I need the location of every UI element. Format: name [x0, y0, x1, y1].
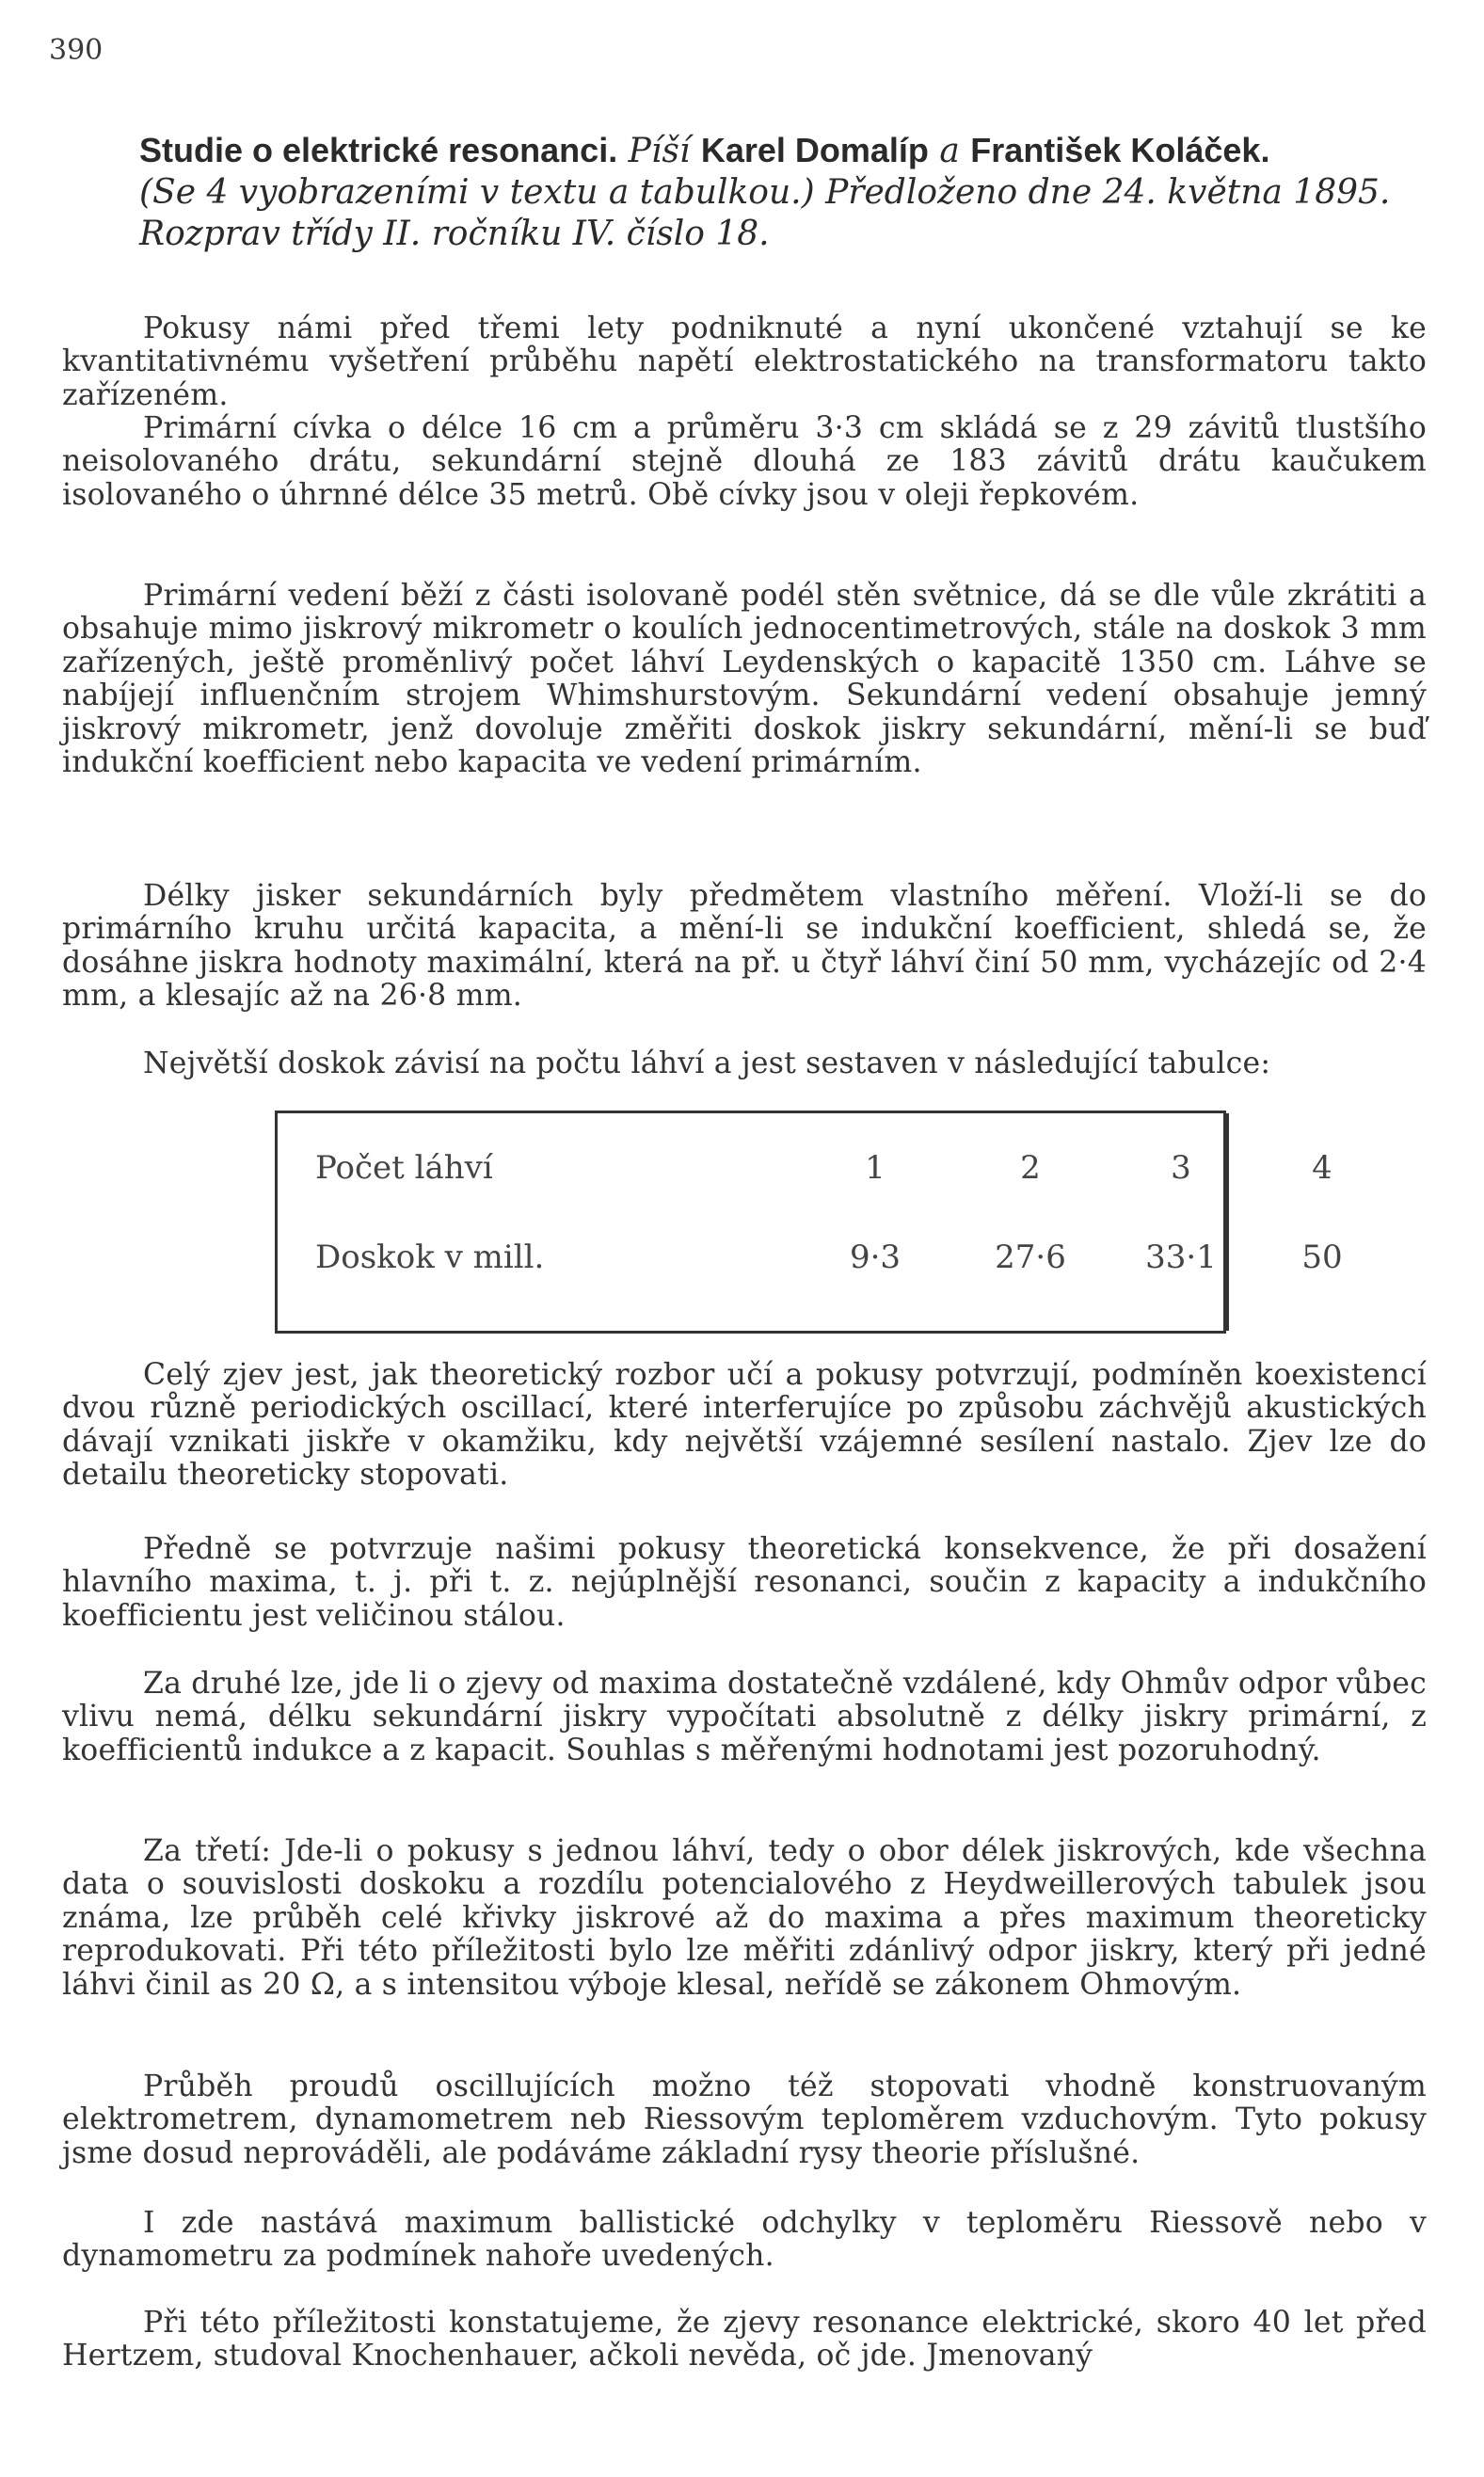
table-cell: 9·3 — [849, 1238, 902, 1276]
data-table — [275, 1111, 1343, 1334]
paragraph-11: I zde nastává maximum ballistické odchylky v teploměru Riessově nebo v dynamometru za podmínek nahoře uvedených. — [62, 2205, 1427, 2273]
title-source: Rozprav třídy II. ročníku IV. číslo 18. — [139, 215, 770, 253]
table-cell: 3 — [1171, 1149, 1191, 1187]
paragraph-10: Průběh proudů oscillujících možno též stopovati vhodně konstruovaným elektrometrem, dynamometrem neb Riessovým teploměrem vzduchovým. Tyto pokusy jsme dosud neprováděli, ale podáváme základní rysy theorie příslušné. — [62, 2069, 1427, 2170]
paragraph-2: Primární cívka o délce 16 cm a průměru 3·3 cm skládá se z 29 závitů tlustšího neisolovaného drátu, sekundární stejně dlouhá ze 183 závitů drátu kaučukem isolovaného o úhrnné délce 35 metrů. Obě cívky jsou v oleji řepkovém. — [62, 410, 1427, 512]
paragraph-4: Délky jisker sekundárních byly předmětem vlastního měření. Vloží-li se do primárního kruhu určitá kapacita, a mění-li se indukční koefficient, shledá se, že dosáhne jiskra hodnoty maximální, která na př. u čtyř láhví činí 50 mm, vycházejíc od 2·4 mm, a klesajíc až na 26·8 mm. — [62, 878, 1427, 1013]
row-label-count: Počet láhví — [315, 1149, 493, 1187]
author-1: Karel Domalíp — [700, 131, 929, 169]
paragraph-6: Celý zjev jest, jak theoretický rozbor učí a pokusy potvrzují, podmíněn koexistencí dvou různě periodických oscillací, které interferujíce po způsobu záchvějů akustických dávají vznikati jiskře v okamžiku, kdy největší vzájemné sesílení nastalo. Zjev lze do detailu theoreticky stopovati. — [62, 1357, 1427, 1492]
table-cell: 4 — [1312, 1149, 1332, 1187]
article-title: Studie o elektrické resonanci. — [139, 131, 618, 169]
table-cell: 27·6 — [995, 1238, 1066, 1276]
row-label-spark: Doskok v mill. — [315, 1238, 545, 1276]
title-conjunction: a — [939, 132, 960, 170]
table-cell: 50 — [1301, 1238, 1343, 1276]
paragraph-12: Při této příležitosti konstatujeme, že zjevy resonance elektrické, skoro 40 let před Hertzem, studoval Knochenhauer, ačkoli nevěda, oč jde. Jmenovaný — [62, 2305, 1427, 2373]
title-pisi: Píší — [628, 132, 691, 170]
paragraph-9: Za třetí: Jde-li o pokusy s jednou láhví, tedy o obor délek jiskrových, kde všechna data o souvislosti doskoku a rozdílu potencialového z Heydweillerových tabulek jsou známa, lze průběh celé křivky jiskrové až do maxima a přes maximum theoreticky reprodukovati. Při této příležitosti bylo lze měřiti zdánlivý odpor jiskry, který při jedné láhvi činil as 20 Ω, a s intensitou výboje klesal, neřídě se zákonem Ohmovým. — [62, 1833, 1427, 2002]
paragraph-3: Primární vedení běží z části isolovaně podél stěn světnice, dá se dle vůle zkrátiti a obsahuje mimo jiskrový mikrometr o koulích jednocentimetrových, stále na doskok 3 mm zařízených, ještě proměnlivý počet láhví Leydenských o kapacitě 1350 cm. Láhve se nabíjejí influenčním strojem Whimshurstovým. Sekundární vedení obsahuje jemný jiskrový mikrometr, jenž dovoluje změřiti doskok jiskry sekundární, mění-li se buď indukční koefficient nebo kapacita ve vedení primárním. — [62, 578, 1427, 779]
table-cell: 33·1 — [1145, 1238, 1217, 1276]
author-2: František Koláček. — [970, 131, 1270, 169]
paragraph-7: Předně se potvrzuje našimi pokusy theoretická konsekvence, že při dosažení hlavního maxima, t. j. při t. z. nejúplnější resonanci, součin z kapacity a indukčního koefficientu jest veličinou stálou. — [62, 1531, 1427, 1633]
article-heading — [139, 130, 1428, 255]
page-number: 390 — [49, 34, 104, 67]
title-details: (Se 4 vyobrazeními v textu a tabulkou.) Předloženo dne 24. května 1895. — [139, 173, 1391, 212]
table-cell: 1 — [865, 1149, 886, 1187]
paragraph-8: Za druhé lze, jde li o zjevy od maxima dostatečně vzdálené, kdy Ohmův odpor vůbec vlivu nemá, délku sekundární jiskry vypočítati absolutně z délky jiskry primární, z koefficientů indukce a z kapacit. Souhlas s měřenými hodnotami jest pozoruhodný. — [62, 1666, 1427, 1767]
paragraph-1: Pokusy námi před třemi lety podniknuté a nyní ukončené vztahují se ke kvantitativnému vyšetření průběhu napětí elektrostatického na transformatoru takto zařízeném. — [62, 311, 1427, 412]
paragraph-5: Největší doskok závisí na počtu láhví a jest sestaven v následující tabulce: — [143, 1046, 1271, 1080]
table-cell: 2 — [1020, 1149, 1041, 1187]
